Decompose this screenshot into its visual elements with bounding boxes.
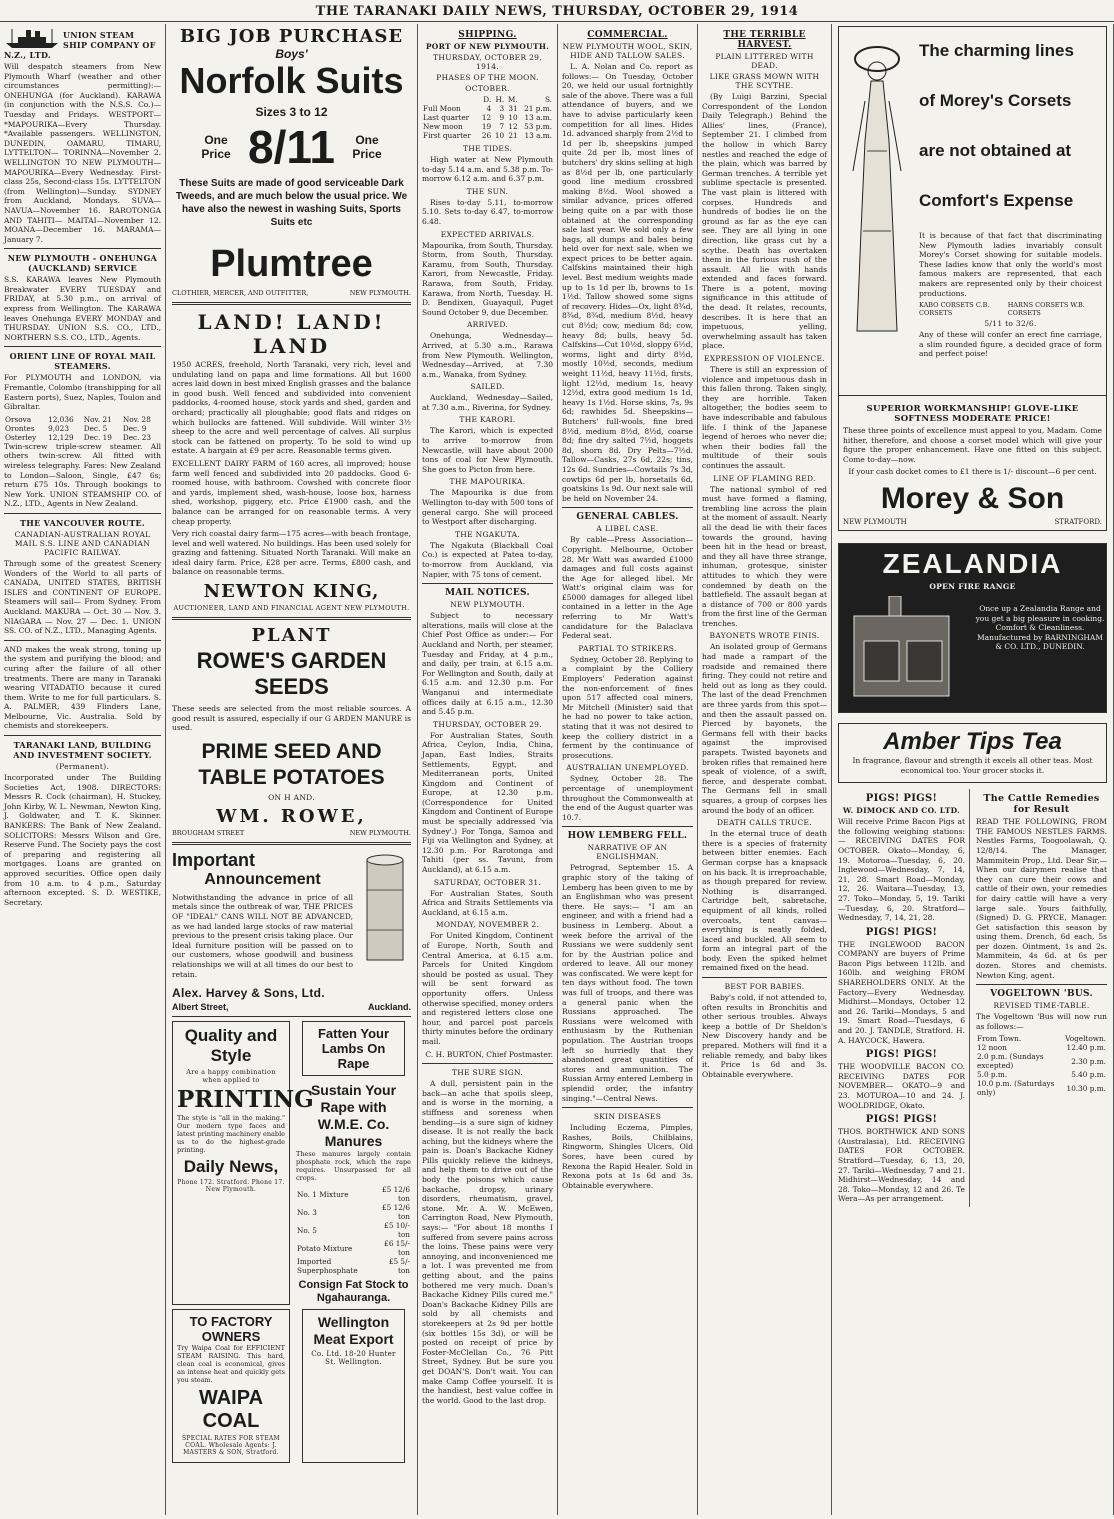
tides-body: High water at New Plymouth to-day 5.14 a.m. and 5.38 p.m. To-morrow 6.12 a.m. and 6.37 p.m. — [422, 155, 553, 184]
pigs-2-heading: PIGS! PIGS! — [865, 926, 938, 938]
column-shipping-news — [418, 24, 558, 1515]
printing-ad — [172, 1021, 314, 1305]
skin-heading: SKIN DISEASES — [593, 1112, 662, 1122]
lady-figure-illustration — [843, 31, 909, 391]
zealandia-title: ZEALANDIA — [882, 547, 1063, 579]
table-row: 2.0 p.m. (Sundays excepted) 2.30 p.m. — [977, 1052, 1106, 1071]
corsets-price: 5/11 to 32/6. — [984, 319, 1037, 329]
port-date: THURSDAY, OCTOBER 29, 1914. — [433, 53, 542, 71]
phones-label: Phone 172. Stratford. Phone 17. New Plymouth. — [177, 1179, 285, 1194]
newpl-heading: NEW PLYMOUTH - ONEHUNGA (AUCKLAND) SERVICE — [7, 253, 158, 274]
one-price-left: One Price — [201, 133, 231, 161]
rowe-street: BROUGHAM STREET — [172, 828, 245, 837]
superior-heading: SUPERIOR WORKMANSHIP! GLOVE-LIKE SOFTNESS MODERATE PRICE! — [866, 404, 1079, 424]
one-price-right: One Price — [352, 133, 382, 161]
table-row: First quarter 26 10 21 13 a.m. — [423, 131, 552, 140]
pigs-3-body: THE WOODVILLE BACON CO. RECEIVING DATES FOR NOVEMBER— OKATO—9 and 23. MOTUROA—10 and 24. J. WOOLDRIDGE, Okato. — [838, 1062, 965, 1110]
factory-owners-body: Try Waipa Coal for EFFICIENT STEAM RAISING. This hard, clean coal is economical, gives an intense heat and quickly gets you steam. — [177, 1344, 285, 1385]
column-right-ads — [832, 24, 1114, 1515]
quality-title: Quality and Style — [184, 1026, 278, 1066]
lemberg-sub: NARRATIVE OF AN ENGLISHMAN. — [587, 843, 668, 862]
flame-body: The national symbol of red must have formed a flaming, trembling line across the plain at the moment of assault. Nearly all the dead lie with their faces towards the ground, having been hit in the head or breast, and they all have three strange, inhuman, grotesque, sinister attitudes to which they were condemned by death on the battlefield. The assault began at a distance of 700 or 800 yards from the first line of the German trenches. — [702, 484, 827, 628]
sun-heading: THE SUN. — [466, 186, 509, 196]
orient-sailings-table — [4, 415, 161, 442]
morey-corsets-ad — [838, 26, 1107, 396]
important-title: Important — [172, 849, 255, 870]
waipa-coal-sub: SPECIAL RATES FOR STEAM COAL. Wholesale Agents: J. MASTERS & SON, Stratford. — [181, 1435, 280, 1457]
building-society-heading: TARANAKI LAND, BUILDING AND INVESTMENT SOCIETY. — [13, 740, 152, 761]
harvest-body: (By Luigi Barzini, Special Correspondent of the London Daily Telegraph.) Behind the Allies' lines, (France), September 21. I climbed from the hollow in which Barcy nestles and reached the edge of the plain, which was barred by German trenches. A terrible yet sublime spectacle is presented. The vast plain is littered with corpses. Hundreds and hundreds of bodies lie on the ground as far as the eye can see. They are all lying in one direction, like grass cut by a scythe. Death has overtaken them in the furious rush of the assault. All lie with hands extended and faces forward. There is a potent, moving significance in this attitude of the dead. It relates, recounts, describes. It is here that an impetuous, yelling, overwhelming assault has taken place. — [702, 92, 827, 351]
unemployed-heading: AUSTRALIAN UNEMPLOYED. — [566, 763, 689, 773]
sailed-body: Auckland, Wednesday—Sailed, at 7.30 a.m., Riverina, for Sydney. — [422, 393, 553, 412]
table-row: Orsova 12,036 Nov. 21 Nov. 28 — [5, 414, 151, 424]
strikers-body: Sydney, October 28. Replying to a complaint by the Colliery Employers' Federation against the non-enforcement of fines upon 517 affected coal miners, Mr Mitchell (Minister) said that he had no power to take action, stating that it was not desired to keep the colliery district in a ferment by the continuance of prosecutions. — [562, 654, 693, 760]
rowe-title: WM. ROWE, — [216, 805, 367, 827]
announcement-body: Notwithstanding the advance in price of all metals since the outbreak of war, THE PRICES OF "IDEAL" CANS WILL NOT BE ADVANCED, as we had landed large stocks of raw material previous to the present crisis taking place. Our Ideal furniture position will be passed on to our customers, whose goodwill and business relationships we will at all times do our best to retain. — [172, 892, 353, 979]
rowe-town: NEW PLYMOUTH. — [349, 828, 411, 837]
building-society-sub: (Permanent). — [55, 762, 110, 772]
corsets-note: Any of these will confer an erect fine carriage, a slim rounded figure, a decided grace of form and perfect poise! — [919, 330, 1102, 359]
mail-body: Subject to necessary alterations, mails will close at the Chief Post Office as under:— For Auckland and North, per steamer, Tuesday and Friday, at 4 p.m., and daily, per train, at 6.15 a.m. For Wellington and South, daily at 6.15 a.m. and 12.30 p.m. For Wanganui and intermediate offices daily at 6.15 a.m., 12.30 and 5.45 p.m. — [422, 611, 553, 717]
mail-heading: MAIL NOTICES. — [445, 588, 530, 599]
orient-more: Twin-screw triple-screw steamer. All others twin-screw. All fitted with wireless telegraphy. Fares: New Zealand to London—Saloon, Single, £47 6s; return £75 10s. Through bookings to New York. UNION STEAMSHIP CO. of N.Z., LTD., Agents in New Zealand. — [4, 441, 161, 509]
commercial-heading: COMMERCIAL. — [587, 30, 668, 40]
monday-body: For United Kingdom, Continent of Europe, North, South and Central America, at 6.15 a.m. Parcels for United Kingdom should be posted as usual. They will be sent forward as opportunity offers. Unless otherwise specified, money orders and registered letters close one hour, and parcel post parcels thirty minutes before the ordinary mail. — [422, 931, 553, 1046]
sustain-rape-title: Sustain Your Rape with W.M.E. Co. Manures — [310, 1082, 397, 1150]
printing-title: PRINTING — [177, 1086, 314, 1114]
moon-phases-table: D. H. M. S. Full Moon 4 3 31 21 p.m. Last quarter 12 9 10 13 a.m. New moon 19 7 12 53 p.m. First quarter 26 10 21 13 a.m. — [423, 95, 552, 140]
docket-note: If your cash docket comes to £1 there is 1/- discount—6 per cent. — [848, 467, 1097, 477]
morey-town-left: NEW PLYMOUTH — [843, 517, 907, 526]
saturday-heading: SATURDAY, OCTOBER 31. — [433, 877, 542, 887]
flame-heading: LINE OF FLAMING RED. — [713, 473, 816, 483]
sure-sign-body: A dull, persistent pain in the back—an ache that spoils sleep, and is worse in the morning, a stiffness and soreness when bending—is a sure sign of kidney disease. It is not really the back aching, but the kidneys where the pain is. Doan's Backache Kidney Pills quickly relieve the kidneys, and help them to drive out of the body the poisons which cause backache, dropsy, urinary disorders, rheumatism, gravel, stone. Mr. A. W. McEwen, Carrington Road, New Plymouth, says:— "For about 18 months I suffered from severe pains across the loins. These pains were very annoying, and inconvenienced me a lot. I was prevented me from getting about, and the pains bothered me very much. Doan's Backache Kidney Pills cured me." Doan's Backache Kidney Pills are sold by all chemists and storekeepers at 2s 9d per bottle (six bottles 15s 3d), or will be posted on receipt of price by Foster-McClellan Co., 76 Pitt Street, Sydney. But be sure you get DOAN'S. Don't wait. You can make Camp Coffee yourself. It is the handiest, best value coffee in the world. Good to the last drop. — [422, 1079, 553, 1405]
zealandia-body: Once up a Zealandia Range and you get a big pleasure in cooking. Comfort & Cleanliness. Manufactured by BARNINGHAM & CO. LTD., DUNEDIN. — [975, 603, 1105, 652]
expected-heading: EXPECTED ARRIVALS. — [440, 229, 535, 239]
rowes-body: These seeds are selected from the most reliable sources. A good result is assured, especially if our G ARDEN MANURE is used. — [172, 704, 411, 733]
sustain-body: These manures largely contain phosphate rock, which the rape requires. Unsurpassed for all crops. — [296, 1150, 411, 1183]
harvest-sub-2: LIKE GRASS MOWN WITH THE SCYTHE. — [709, 72, 820, 90]
bus-timetable — [976, 1034, 1107, 1097]
table-row: No. 5 £5 10/- ton — [297, 1221, 410, 1240]
sizes-label: Sizes 3 to 12 — [255, 105, 328, 119]
steamship-icon — [4, 27, 60, 49]
port-heading: PORT OF NEW PLYMOUTH. — [425, 42, 550, 51]
expected-body: Mapourika, from South, Thursday. Storm, from South, Thursday. Karamu, from South, Thursday. Karori, from Newcastle, Friday. Rarawa, from South, Friday. Karawa, from North, Tuesday. H. D. Bendixen, Guayaquil, Puget Sound October 9, due December. — [422, 240, 553, 317]
skin-body: Including Eczema, Pimples, Rashes, Boils, Chilblains, Ringworm, Shingles Ulcers, Old Sores, have been cured by Rexona the Rapid Healer. Sold in Rexona pots at 1s 6d and 3s. Obtainable everywhere. — [562, 1123, 693, 1190]
cables-heading: GENERAL CABLES. — [576, 512, 679, 523]
bus-body: The Vogeltown 'Bus will now run as follows:— — [976, 1012, 1107, 1031]
vancouver-heading: THE VANCOUVER ROUTE. — [20, 517, 145, 528]
meat-export-box — [302, 1309, 405, 1463]
plant-heading: PLANT — [251, 625, 332, 647]
saturday-body: For Australian States, South Africa and Straits Settlements via Auckland, at 6.15 a.m. — [422, 888, 553, 917]
manure-price-table — [296, 1185, 411, 1275]
newton-king-sub: AUCTIONEER, LAND AND FINANCIAL AGENT NEW PLYMOUTH. — [173, 604, 410, 613]
lemberg-body: Petrograd, September 15. A graphic story of the taking of Lemberg has been given to me by an Englishman who was present there. He says:— "I am an engineer, and with a friend had a business in Lemberg. About a week before the arrival of the Russians we were suddenly sent for by the Austrian police and ordered to leave. All our money was confiscated. We were kept for ten days without food. The town was full of troops, and there was a general panic when the Russians approached. The Russians were welcomed with enthusiasm by the Ruthenian population. The Austrian troops left so hurriedly that they abandoned great quantities of stores and ammunition. The Russian Army entered Lemberg in splendid order, the infantry singing."—Central News. — [562, 863, 693, 1103]
thursday-body: For Australian States, South Africa, Ceylon, India, China, Japan, East Indies, Straits Settlements, Egypt, and Mediterranean ports, United Kingdom and Continent of Europe, at 12.30 p.m. (Correspondence for United Kingdom and Continent of Europe must be specially addressed 'via Sydney'.) For Tonga, Samoa and Fiji via Wellington and Sydney, at 12.30 p.m. For Rarotonga and Tahiti (per ss. Tavuni, from Auckland), at 6.15 a.m. — [422, 730, 553, 875]
clothier-town: NEW PLYMOUTH. — [349, 289, 411, 297]
pigs-2-body: THE INGLEWOOD BACON COMPANY are buyers of Prime Bacon Pigs between 112lb. and 160lb. and weighing FROM SHAREHOLDERS ONLY. At the Factory—Every Wednesday. Midhirst—Mondays, October 12 and 26. Tariki—Mondays, 5 and 19. Smart Road—Tuesdays, 6 and 20. J. TANDLE, Stratford. H. A. HAYCOCK, Hawera. — [838, 939, 965, 1045]
can-illustration — [359, 850, 411, 970]
column-display-ads — [166, 24, 418, 1515]
sun-body: Rises to-day 5.11, to-morrow 5.10. Sets to-day 6.47, to-morrow 6.48. — [422, 197, 553, 226]
rowes-title: ROWE'S GARDEN SEEDS — [196, 648, 387, 700]
on-hand-label: ON H AND. — [268, 792, 315, 802]
column-commercial — [558, 24, 698, 1515]
babies-heading: BEST FOR BABIES. — [724, 982, 805, 992]
libel-body: By cable—Press Association—Copyright. Melbourne, October 28. Mr Watt was awarded £1000 damages and full costs against the Age for alleged libel. Mr Watt's original claim was for £5000 damages for alleged libel contained in a letter in the Age referring to Mr Watt's candidature for the Balaclava Federal seat. — [562, 535, 693, 641]
morey-line-4: Comfort's Expense — [919, 191, 1074, 210]
postmaster-sign: C. H. BURTON, Chief Postmaster. — [425, 1049, 553, 1059]
printing-body: The style is "all in the making." Our modern type faces and latest printing machinery enable us to do the highest-grade printing. — [177, 1114, 285, 1155]
mapourika-heading: THE MAPOURIKA. — [449, 477, 526, 487]
table-row: Orontes 9,023 Dec. 5 Dec. 9 — [5, 423, 147, 433]
pigs-3-heading: PIGS! PIGS! — [865, 1049, 938, 1061]
monday-heading: MONDAY, NOVEMBER 2. — [435, 920, 540, 930]
harvest-heading: THE TERRIBLE HARVEST. — [723, 30, 806, 50]
table-row: Imported Superphosphate £5 5/- ton — [297, 1257, 410, 1276]
morey-town-right: STRATFORD. — [1054, 517, 1102, 526]
column-shipping-ads — [0, 24, 166, 1515]
vitadatio-body: AND makes the weak strong, toning up the system and purifying the blood; and curing after the failure of all other treatments. There are many in Taranaki wearing VITADATIO because it cured them. Write to me for full particulars. S. A. PALMER, 439 Flinders Lane, Melbourne, Vic. Australia. Sold by chemists and storekeepers. — [4, 644, 161, 731]
zealandia-range-ad — [838, 543, 1107, 713]
unemployed-body: Sydney, October 28. The percentage of unemployment throughout the Commonwealth at the end of the August quarter was 10.7. — [562, 774, 693, 822]
consign-title: Consign Fat Stock to Ngahauranga. — [298, 1279, 409, 1305]
factory-owners-title: TO FACTORY OWNERS — [189, 1314, 273, 1345]
zealandia-sub: OPEN FIRE RANGE — [929, 581, 1016, 591]
suits-description: These Suits are made of good serviceable Dark Tweeds, and are much below the usual price. We have also the newest in washing Suits, Sports Suits etc — [175, 178, 408, 228]
strikers-heading: PARTIAL TO STRIKERS. — [578, 643, 677, 653]
table-row: 5.0 p.m. 5.40 p.m. — [977, 1070, 1106, 1080]
sure-sign-heading: THE SURE SIGN. — [451, 1068, 524, 1078]
table-row: 12 noon 12.40 p.m. — [977, 1043, 1106, 1053]
table-row: Potato Mixture £6 15/- ton — [297, 1239, 410, 1258]
bus-sub: REVISED TIME-TABLE. — [993, 1001, 1090, 1011]
table-row: No. 3 £5 12/6 ton — [297, 1203, 410, 1222]
price-label: 8/11 — [248, 121, 335, 173]
violence-heading: EXPRESSION OF VIOLENCE. — [704, 354, 825, 364]
tides-heading: THE TIDES. — [462, 144, 513, 153]
wool-heading: NEW PLYMOUTH WOOL, SKIN, HIDE AND TALLOW SALES. — [562, 42, 693, 60]
masthead: THE TARANAKI DAILY NEWS, THURSDAY, OCTOBER 29, 1914 — [0, 0, 1114, 22]
superior-body: These three points of excellence must appeal to you, Madam. Come hither, therefore, and choose a corset model which will give your figure the proper enhancement. Have one fitted on this subject. Come to-day—now. — [843, 426, 1102, 464]
land-body-2: EXCELLENT DAIRY FARM of 160 acres, all improved; house farm well fenced and subdivided into 20 paddocks. Good 6-roomed house, with bathroom. Cowshed with concrete floor and yards, implement shed, wash-house, loose box, harness shed, workshop, piggery, etc. Price £1900 cash, and the balance can be arranged for on reasonable terms. A very cheap property. — [172, 458, 411, 526]
harvey-town: Auckland. — [367, 1002, 411, 1013]
corsets-left: KABO CORSETS C.B. CORSETS — [919, 301, 990, 318]
table-row: Full Moon 4 3 31 21 p.m. — [423, 104, 552, 113]
mail-sub: NEW PLYMOUTH. — [450, 600, 525, 610]
building-society-body: Incorporated under The Building Societies Act, 1908. DIRECTORS: Messrs R. Cock (chairman), H. Stuckey, John Kirby, W. L. Newman, Newton King, J. Goldwater, and T. K. Skinner. BANKERS: The Bank of New Zealand. SOLICITORS: Messrs Wilson and Gre. Reserve Fund. The Society pays the cost of preparing and registering all mortgages. Loans are granted on approved securities. Office open daily from 10 a.m. to 4 p.m., Saturday afternoon excepted. S. D. WESTIKE, Secretary. — [4, 773, 161, 907]
table-row: New moon 19 7 12 53 p.m. — [423, 122, 552, 131]
thursday-heading: THURSDAY, OCTOBER 29. — [433, 719, 542, 729]
usco-body: Will despatch steamers from New Plymouth Wharf (weather and other circumstances permitting):— ONEHUNGA (for Auckland). KARAWA (in conjunction with the N.S.S. Co.)—Tuesday and Fridays. WESTPORT— *MAPOURIKA—Every Thursday. *Available passengers. WELLINGTON, DUNEDIN, OAMARU, TIMARU, LYTTELTON— TORINNA—November 2. WELLINGTON TO NEW PLYMOUTH— MAPOURIKA—Every Wednesday. First-class 25s, Second-class 15s. LYTTELTON (from Wellington)—Sunday. SYDNEY from Auckland, Mondays. SUVA— NAVUA—November 16. RAROTONGA AND TAHITI— MAITAI—November 12. MOANA—December 16. MARAMA—January 7. — [4, 62, 161, 244]
corsets-right: HARNS CORSETS W.B. CORSETS — [1007, 301, 1085, 318]
karori-heading: THE KARORI. — [459, 415, 516, 425]
morey-line-1: The charming lines — [919, 41, 1074, 60]
column-war-news — [698, 24, 832, 1515]
bayonet-heading: BAYONETS WROTE FINIS. — [709, 631, 820, 641]
land-heading: LAND! LAND! LAND — [197, 310, 386, 358]
waipa-coal-title: WAIPA COAL — [198, 1387, 264, 1433]
pigs-4-heading: PIGS! PIGS! — [865, 1114, 938, 1126]
table-row: No. 1 Mixture £5 12/6 ton — [297, 1185, 410, 1204]
orient-heading: ORIENT LINE OF ROYAL MAIL STEAMERS. — [9, 351, 156, 372]
violence-body: There is still an expression of violence and impetuous dash in this fallen throng. Taken singly, they are horrible. Taken altogether, the bodies seem to have indescribable and fabulous life. I think of the Japanese legend of heroes who never die; when their bodies fall the multitude of their souls continues the assault. — [702, 365, 827, 470]
karori-body: The Karori, which is expected to arrive to-morrow from Newcastle, will have about 2000 tons of coal for New Plymouth. She goes to Picton from here. — [422, 426, 553, 474]
vancouver-subheading: CANADIAN-AUSTRALIAN ROYAL MAIL S.S. LINE AND CANADIAN PACIFIC RAILWAY. — [14, 529, 151, 557]
wellington-meat-sub: Co. Ltd. 18-20 Hunter St. Wellington. — [311, 1350, 396, 1367]
pigs-1-firm: W. DIMOCK AND CO. LTD. — [842, 806, 961, 816]
fatten-lambs-box — [302, 1021, 405, 1076]
lemberg-heading: HOW LEMBERG FELL. — [567, 831, 688, 842]
morey-body: It is because of that fact that discriminating New Plymouth ladies invariably consult Morey's Corset showing for suitable models. These ladies know that only the world's most famous makers are represented, that each makers are represented only by their choicest productions. — [919, 231, 1102, 298]
pigs-1-body: Will receive Prime Bacon Pigs at the following weighing stations:— RECEIVING DATES FOR OCTOBER. Okato—Monday, 6, 19. Motoroa—Tuesday, 6, 20. Inglewood—Wednesday, 7, 14, 21, 28. Smart Road—Monday, 12, 26. Waitara—Tuesday, 13, 27. Toko—Monday, 5, 19. Tariki—Tuesday, 6, 20. Stratford—Wednesday, 7, 14, 21, 28. — [838, 817, 965, 923]
wellington-meat-title: Wellington Meat Export — [313, 1314, 394, 1348]
daily-news-title: Daily News, — [183, 1157, 279, 1177]
cattle-heading: The Cattle Remedies for Result — [983, 793, 1100, 816]
norfolk-suits-title: Norfolk Suits — [179, 60, 404, 101]
vancouver-body: Through some of the greatest Scenery Wonders of the World to all parts of CANADA, UNITED STATES, BRITISH ISLES and CONTINENT OF EUROPE. Steamers will sail— From Sydney. From Auckland. MAKURA — Oct. 30 — Nov. 3. NIAGARA — Nov. 27 — Dec. 1. UNION SS. CO. of N.Z., LTD., Managing Agents. — [4, 558, 161, 636]
quality-sub: Are a happy combination when applied to — [186, 1068, 276, 1085]
usco-heading: UNION STEAM SHIP COMPANY OF N.Z., LTD. — [4, 30, 156, 60]
boys-label: Boys' — [275, 47, 308, 61]
ngakuta-body: The Ngakuta (Blackball Coal Co.) is expected at Patea to-day, to-morrow from Auckland, via Napier, with 75 tons of cement. — [422, 540, 553, 579]
table-row: Osterley 12,129 Dec. 19 Dec. 23 — [5, 432, 152, 442]
morey-son-title: Morey & Son — [880, 481, 1065, 515]
harvest-sub-1: PLAIN LITTERED WITH DEAD. — [715, 52, 814, 70]
big-job-heading: BIG JOB PURCHASE — [179, 26, 404, 47]
land-body-1: 1950 ACRES, freehold, North Taranaki, very rich, level and undulating land on papa and lime formations. All but 1600 acres laid down in best mixed English grasses and the balance in good bush. Well fenced and subdivided into convenient paddocks, 4-roomed house, stock yards and shed, garden and orchard; practically all ploughable; good flats and ridges on which bullocks are fattened. Will subdivide. Will winter 3½ sheep to the acre and well percentage of calves. All surplus stock can be fattened on property. To be sold to wind up estate. A bargain at £9 per acre. Reasonable terms given. — [172, 360, 411, 456]
arrived-heading: ARRIVED. — [466, 320, 509, 330]
amber-tips-title: Amber Tips Tea — [883, 727, 1062, 755]
cattle-body: READ THE FOLLOWING, FROM THE FAMOUS NESTLES FARMS. Nestles Farms, Toogoolawah, Q. 12/8/14. The Manager, Mammitein Prop., Ltd. Dear Sir,— When our dairymen realise that they can cure their cows and cattle of their own, your remedies for dairy cattle will have a very large sale. Yours faithfully, (Signed) D. G. PRYCE, Manager. Get satisfaction this season by using them. Drench, 6d each, 5s per dozen. Ointment, 1s and 2s. Mammitein, 4s 6d. at 6s per dozen. Stores and chemists. Newton King, agent. — [976, 817, 1107, 980]
land-body-3: Very rich coastal dairy farm—175 acres—with beach frontage, level and well watered. No buildings. Has been used solely for grazing and fattening. Situated North Taranaki. Will make an ideal dairy farm. Price, £28 per acre. Terms, £800 cash, and balance on reasonable terms. — [172, 529, 411, 577]
amber-tips-ad — [838, 723, 1107, 783]
wool-body: L. A. Nolan and Co. report as follows:— On Tuesday, October 20, we held our usual fortnightly sale of the above. There was a full attendance of buyers, and we have to advise particularly keen competition for all lines. Hides 1d. advanced sharply from 2½d to 1d per lb, sheepskins jumped quite 2d per lb, most lines of butchers' dry skins selling at high as 8½d per lb, one particularly good line medium crossbred making 8½d. Wool showed a similar advance, prices offered being quite on a par with those obtained at the corresponding sale last year. We sold only a few bags, all dumps and bales being held over for next sale, when we expect prices to be better again. Calfskins maintained their high level. Best medium weights made up to 1s 1d per lb, browns to 1s 1½d. Tallow showed some signs of recovery. Hides—Ox, light 8¾d, 8¾d, 8¾d, medium 8½d, heavy cut 8½d; cow, medium 8d; cow, heavy 8d; bulls, heavy 5d. Calfskins—Cut 10½d, sloppy 6½d, worms, light and dirty 8½d, mostly 10½d, seconds, medium weight 11½d, heavy 11½d, firsts, light 12½d, medium 1s, heavy 12½d, extra good medium 1s 1d, heavy 1s 1½d. Horse skins, 7s, 9s 6d; rawhides 5d. Sheepskins—Butchers' full-wools, fine bred 8½d, medium 8½d, 8½d, coarse 8d; fine dry salted 7½d, hoggets 8d, shorn 8d. Dry Pelts—7½d. Tallow—Casks, 27s 6d, 22s; tins, 12s 6d. Sundries—Cowtails 7s 3d, cowtips 6d per lb, horsetails 6d, goatskins 1s 9d. Our next sale will be held on November 24. — [562, 62, 694, 503]
pigs-1-heading: PIGS! PIGS! — [865, 793, 938, 805]
truce-heading: DEATH CALLS TRUCE. — [716, 818, 813, 828]
babies-body: Baby's cold, if not attended to, often results in Bronchitis and other serious troubles. Always keep a bottle of Dr Sheldon's New Discovery handy and be prepared. Mothers will find it a reliable remedy, and baby likes it. Price 1s 6d and 3s. Obtainable everywhere. — [702, 993, 827, 1079]
table-row: From Town. Vogeltown. — [977, 1034, 1106, 1044]
table-row: 10.0 p.m. (Saturdays only) 10.30 p.m. — [977, 1079, 1106, 1098]
newpl-body: S.S. KARAWA leaves New Plymouth Breakwater EVERY TUESDAY and FRIDAY, at 5.30 p.m., on arrival of express from Wellington. The KARAWA leaves Onehunga EVERY MONDAY and THURSDAY. UNION S.S. CO., LTD., NORTHERN S.S. CO., LTD., Agents. — [4, 275, 161, 342]
harvey-street: Albert Street, — [172, 1002, 229, 1013]
mapourika-body: The Mapourika is due from Wellington to-day with 500 tons of general cargo. She will proceed to Westport after discharging. — [422, 488, 553, 527]
morey-line-2: of Morey's Corsets — [919, 91, 1072, 110]
announcement-title: Announcement — [204, 870, 321, 888]
sailed-heading: SAILED. — [470, 382, 505, 392]
bayonet-body: An isolated group of Germans had made a rampart of the roadside and remained there firing. They could not retire and held out as long as they could. The last of the dead Frenchmen are three yards from this spot—and then the assault passed on. Pierced by bayonets, the Germans fell with their backs against the improvised parapets. Twisted bayonets and broken rifles that remained here speak of violence, of a swift, fierce, and desperate combat. The Germans fell in small squares, a group of corpses lies around the body of an officer. — [702, 642, 827, 815]
ngakuta-heading: THE NGAKUTA. — [454, 529, 521, 539]
amber-tips-body: In fragrance, flavour and strength it excels all other teas. Most economical too. Your grocer stocks it. — [852, 755, 1093, 775]
morey-line-3: are not obtained at — [919, 141, 1072, 160]
newton-king-title: NEWTON KING, — [203, 581, 380, 603]
clothier-label: CLOTHIER, MERCER, AND OUTFITTER, — [172, 289, 309, 297]
pigs-4-body: THOS. BORTHWICK AND SONS (Australasia), Ltd. RECEIVING DATES FOR OCTOBER. Stratford—Tuesday, 6, 13, 20, 27. Tariki—Wednesday, 7 and 21. Midhirst—Wednesday, 14 and 28. Toko—Monday, 12 and 26. Te Wera—As per arrangement. — [838, 1127, 965, 1204]
prime-seed-title: PRIME SEED AND TABLE POTATOES — [198, 739, 385, 789]
bus-heading: VOGELTOWN 'BUS. — [990, 989, 1093, 1000]
truce-body: In the eternal truce of death there is a species of fraternity between bitter enemies. Each German corpse has a knapsack on his back. It is irreproachable, as though prepared for review. Nothing is disarranged. Cartridge belt, sabretache, equipment of all kinds, rolled overcoats, tent canvas—everything is neatly folded, laced and buckled. All seem to form an integral part of the body. Even the spiked helmet remained fixed on the head. — [702, 829, 827, 973]
plumtree-title: Plumtree — [210, 243, 373, 285]
table-row: Last quarter 12 9 10 13 a.m. — [423, 113, 552, 122]
shipping-heading: SHIPPING. — [458, 30, 517, 40]
waipa-coal-ad — [172, 1309, 290, 1463]
harvey-title: Alex. Harvey & Sons, Ltd. — [172, 986, 325, 1001]
fatten-lambs-title: Fatten Your Lambs On Rape — [317, 1026, 390, 1072]
cooking-range-illustration — [849, 596, 959, 706]
orient-body: For PLYMOUTH and LONDON, via Fremantle, Colombo (transhipping for all Eastern ports), Suez, Naples, Toulon and Gibraltar. — [4, 373, 161, 412]
arrived-body: Onehunga, Wednesday—Arrived, at 5.30 a.m., Rarawa from New Plymouth. Wellington, Wednesday—Arrived, at 7.30 a.m., Wanaka, from Sydney. — [422, 331, 553, 379]
moon-month: OCTOBER. — [465, 84, 510, 93]
moon-heading: PHASES OF THE MOON. — [436, 73, 539, 82]
libel-heading: A LIBEL CASE. — [596, 524, 659, 534]
morey-superior-box — [838, 396, 1107, 531]
